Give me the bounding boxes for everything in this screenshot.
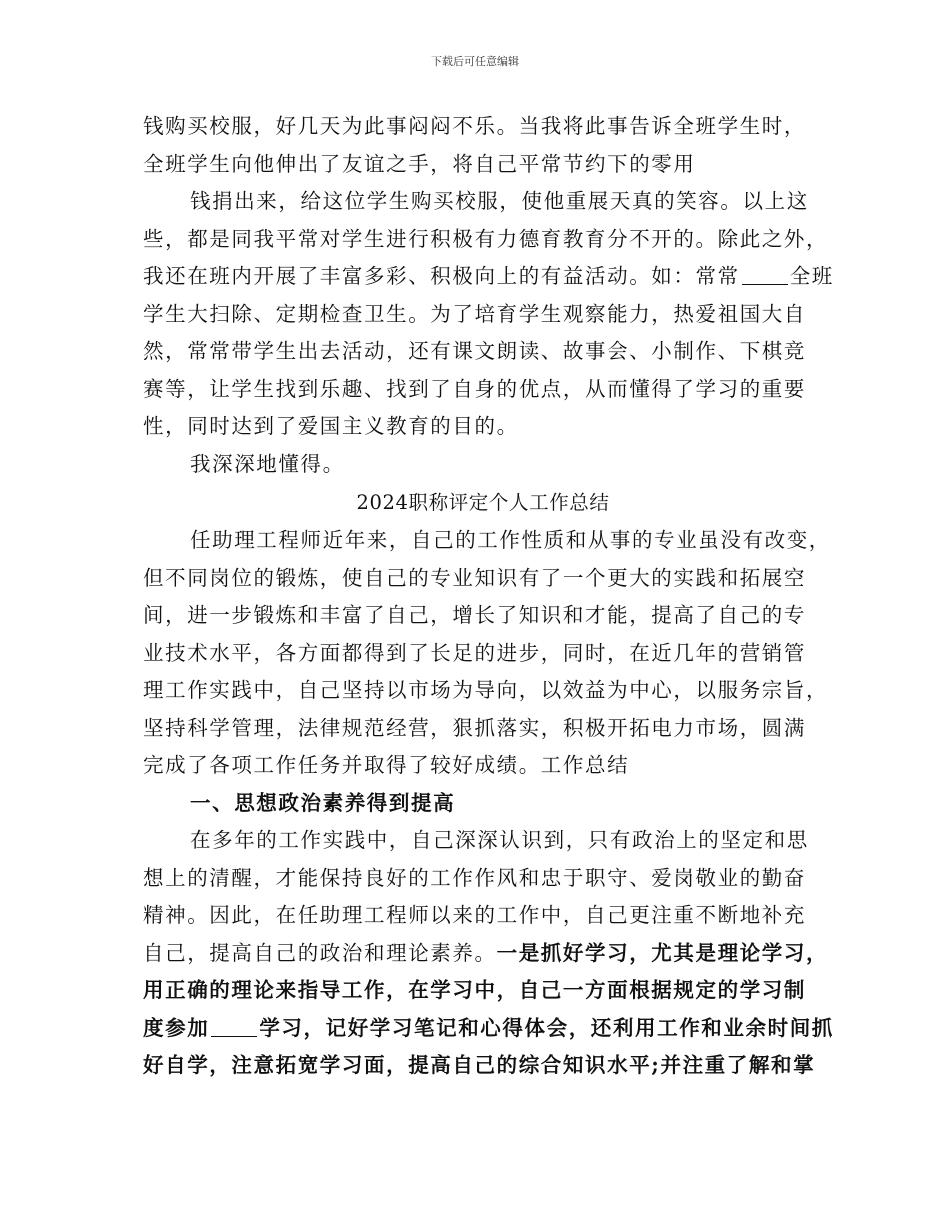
paragraph-line [143,935,829,973]
paragraph-line: 钱购买校服，好几天为此事闷闷不乐。当我将此事告诉全班学生时， [143,114,806,138]
paragraph-line [143,258,834,296]
paragraph-line: 性，同时达到了爱国主义教育的目的。 [143,414,519,438]
paragraph-line: 全班学生向他伸出了友谊之手，将自己平常节约下的零用 [143,151,696,176]
paragraph-line: 业技术水平，各方面都得到了长足的进步，同时，在近几年的营销管 [143,640,806,665]
paragraph-line: 想上的清醒，才能保持良好的工作作风和忠于职守、爱岗敬业的勤奋 [143,865,806,890]
text-run: 自己，提高自己的政治和理论素养。 [143,940,497,965]
bold-text-run: 一是抓好学习，尤其是理论学习， [496,940,829,965]
document-title: 2024职称评定个人工作总结 [356,491,610,514]
text-run: 全班 [789,264,834,288]
paragraph-line: 些，都是同我平常对学生进行积极有力德育教育分不开的。除此之外， [143,226,829,251]
paragraph-line: 用正确的理论来指导工作，在学习中，自己一方面根据规定的学习制 [143,978,806,1002]
fill-blank [211,1016,257,1037]
paragraph-line [143,1010,834,1048]
section-heading: 一、思想政治素养得到提高 [190,790,456,815]
paragraph-line: 然，常常带学生出去活动，还有课文朗读、故事会、小制作、下棋竞 [143,339,806,363]
paragraph-line: 在多年的工作实践中，自己深深认识到，只有政治上的坚定和思 [190,828,809,852]
document-body [143,108,834,1085]
fill-blank [742,264,788,285]
paragraph-line: 任助理工程师近年来，自己的工作性质和从事的专业虽没有改变， [190,528,831,552]
paragraph-line: 但不同岗位的锻炼，使自己的专业知识有了一个更大的实践和拓展空 [143,565,806,590]
paragraph-line: 坚持科学管理，法律规范经营，狠抓落实，积极开拓电力市场，圆满 [143,715,806,740]
paragraph-line: 我深深地懂得。 [190,451,345,476]
paragraph-line: 理工作实践中，自己坚持以市场为导向，以效益为中心，以服务宗旨， [143,678,829,702]
paragraph-line: 钱捐出来，给这位学生购买校服，使他重展天真的笑容。以上这 [190,189,809,213]
paragraph-line: 赛等，让学生找到乐趣、找到了自身的优点，从而懂得了学习的重要 [143,376,806,401]
paragraph-line: 好自学，注意拓宽学习面，提高自己的综合知识水平;并注重了解和掌 [143,1053,816,1077]
page-header: 下载后可任意编辑 [431,55,519,68]
text-run: 度参加 [143,1015,210,1040]
paragraph-line: 完成了各项工作任务并取得了较好成绩。工作总结 [143,753,630,777]
paragraph-line: 学生大扫除、定期检查卫生。为了培育学生观察能力，热爱祖国大自 [143,301,806,326]
paragraph-line: 间，进一步锻炼和丰富了自己，增长了知识和才能，提高了自己的专 [143,603,806,627]
text-run: 学习，记好学习笔记和心得体会，还利用工作和业余时间抓 [259,1015,834,1040]
paragraph-line: 精神。因此，在任助理工程师以来的工作中，自己更注重不断地补充 [143,903,806,927]
text-run: 我还在班内开展了丰富多彩、积极向上的有益活动。如：常常 [143,264,740,288]
